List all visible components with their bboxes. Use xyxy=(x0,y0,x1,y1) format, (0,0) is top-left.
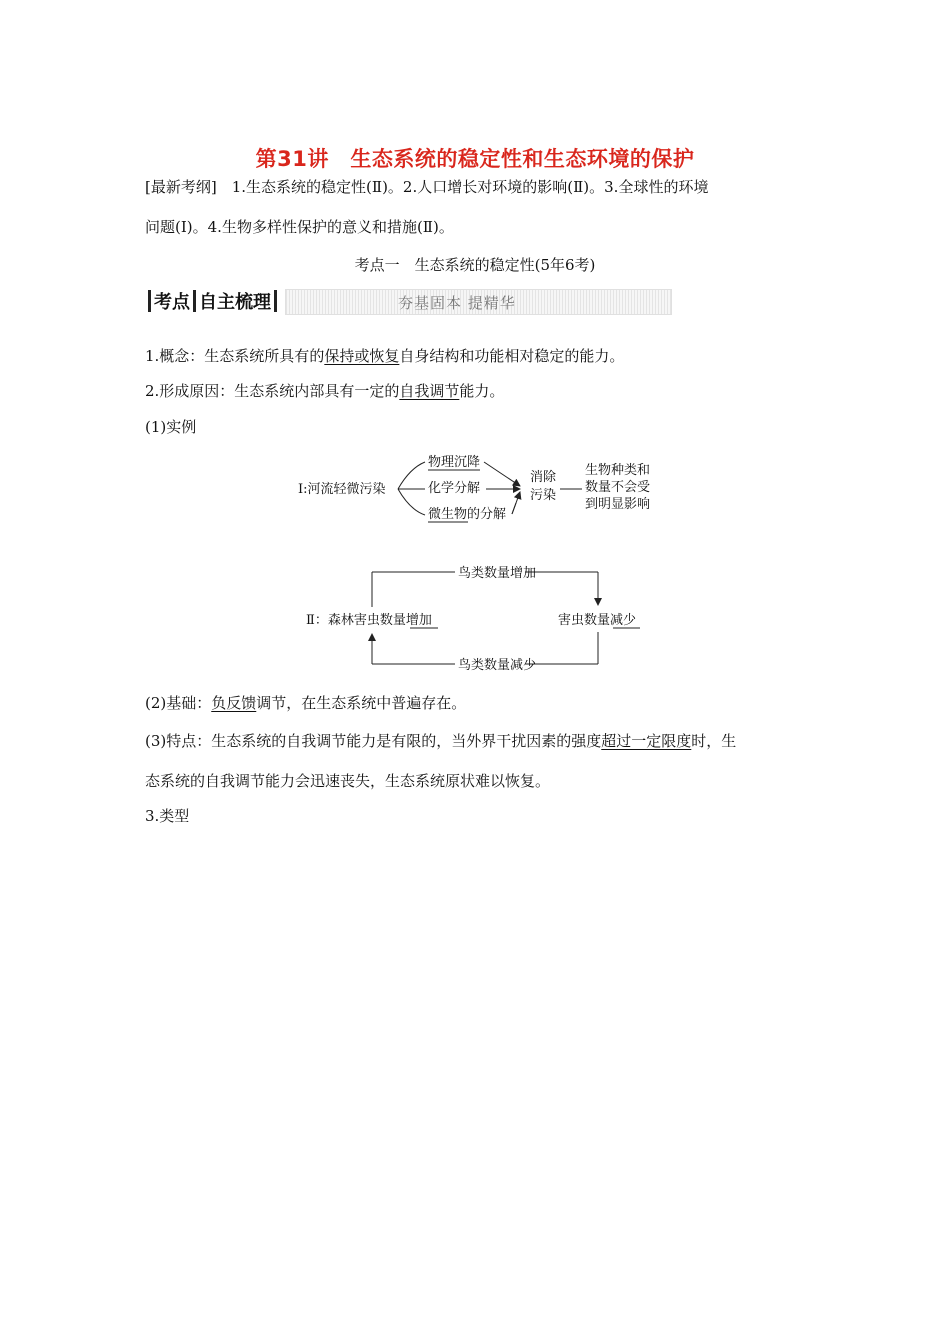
item-cause xyxy=(145,380,504,402)
item-concept xyxy=(145,345,624,367)
item-cause-key: 自我调节 xyxy=(399,382,460,400)
diagram1-result-1: 生物种类和 xyxy=(585,463,651,478)
diagram2-left-key: 增加 xyxy=(405,613,432,628)
diagram1-mid-1: 消除 xyxy=(530,470,557,485)
outline-line-2: 问题(Ⅰ)。4.生物多样性保护的意义和措施(Ⅱ)。 xyxy=(145,218,454,236)
banner-label xyxy=(145,287,280,315)
item-basis-pre: (2)基础： xyxy=(145,694,212,712)
item-concept-key: 保持或恢复 xyxy=(324,347,400,365)
diagram1-result-2: 数量不会受 xyxy=(585,480,651,495)
item-types: 3.类型 xyxy=(145,807,190,825)
item-feature xyxy=(145,730,736,752)
diagram2-left-pre: Ⅱ：森林害虫数量 xyxy=(306,613,406,628)
diagram-pollution xyxy=(280,448,680,528)
diagram1-result-3: 到明显影响 xyxy=(585,497,651,512)
diagram2-bottom: 鸟类数量减少 xyxy=(458,658,537,673)
banner-part2: 自主梳理 xyxy=(199,292,271,313)
item-example: (1)实例 xyxy=(145,418,197,436)
diagram2-right xyxy=(558,612,636,628)
outline-line-1: [最新考纲] 1.生态系统的稳定性(Ⅱ)。2.人口增长对环境的影响(Ⅱ)。3.全球性的环境 xyxy=(145,178,709,196)
diagram2-left xyxy=(306,612,432,628)
item-basis xyxy=(145,692,466,714)
diagram2-top: 鸟类数量增加 xyxy=(458,566,537,581)
section-banner xyxy=(145,287,525,315)
diagram2-right-key: 减少 xyxy=(610,613,637,628)
item-cause-pre: 2.形成原因：生态系统内部具有一定的 xyxy=(145,382,400,400)
banner-strip xyxy=(285,289,672,315)
diagram-feedback-loop xyxy=(290,560,660,678)
diagram1-branch-3: 微生物的分解 xyxy=(428,507,507,522)
item-feature-key: 超过一定限度 xyxy=(601,732,692,750)
diagram1-branch-1: 物理沉降 xyxy=(428,455,481,470)
item-concept-pre: 1.概念：生态系统所具有的 xyxy=(145,347,325,365)
banner-right-text: 夯基固本 提精华 xyxy=(398,294,516,312)
item-feature-pre: (3)特点：生态系统的自我调节能力是有限的，当外界干扰因素的强度 xyxy=(145,732,602,750)
banner-part1: 考点 xyxy=(154,292,190,313)
item-feature-line2: 态系统的自我调节能力会迅速丧失，生态系统原状难以恢复。 xyxy=(145,772,551,790)
diagram1-mid-2: 污染 xyxy=(530,488,557,503)
diagram1-source: Ⅰ:河流轻微污染 xyxy=(298,482,386,497)
item-cause-post: 能力。 xyxy=(459,382,505,400)
diagram1-branch-2: 化学分解 xyxy=(428,481,481,496)
diagram2-right-pre: 害虫数量 xyxy=(558,613,611,628)
item-feature-post: 时，生 xyxy=(691,732,737,750)
section-heading: 考点一 生态系统的稳定性(5年6考) xyxy=(354,256,596,274)
page-title: 第31讲 生态系统的稳定性和生态环境的保护 xyxy=(255,147,695,171)
item-basis-key: 负反馈 xyxy=(211,694,257,712)
item-concept-post: 自身结构和功能相对稳定的能力。 xyxy=(399,347,625,365)
item-basis-post: 调节，在生态系统中普遍存在。 xyxy=(256,694,467,712)
